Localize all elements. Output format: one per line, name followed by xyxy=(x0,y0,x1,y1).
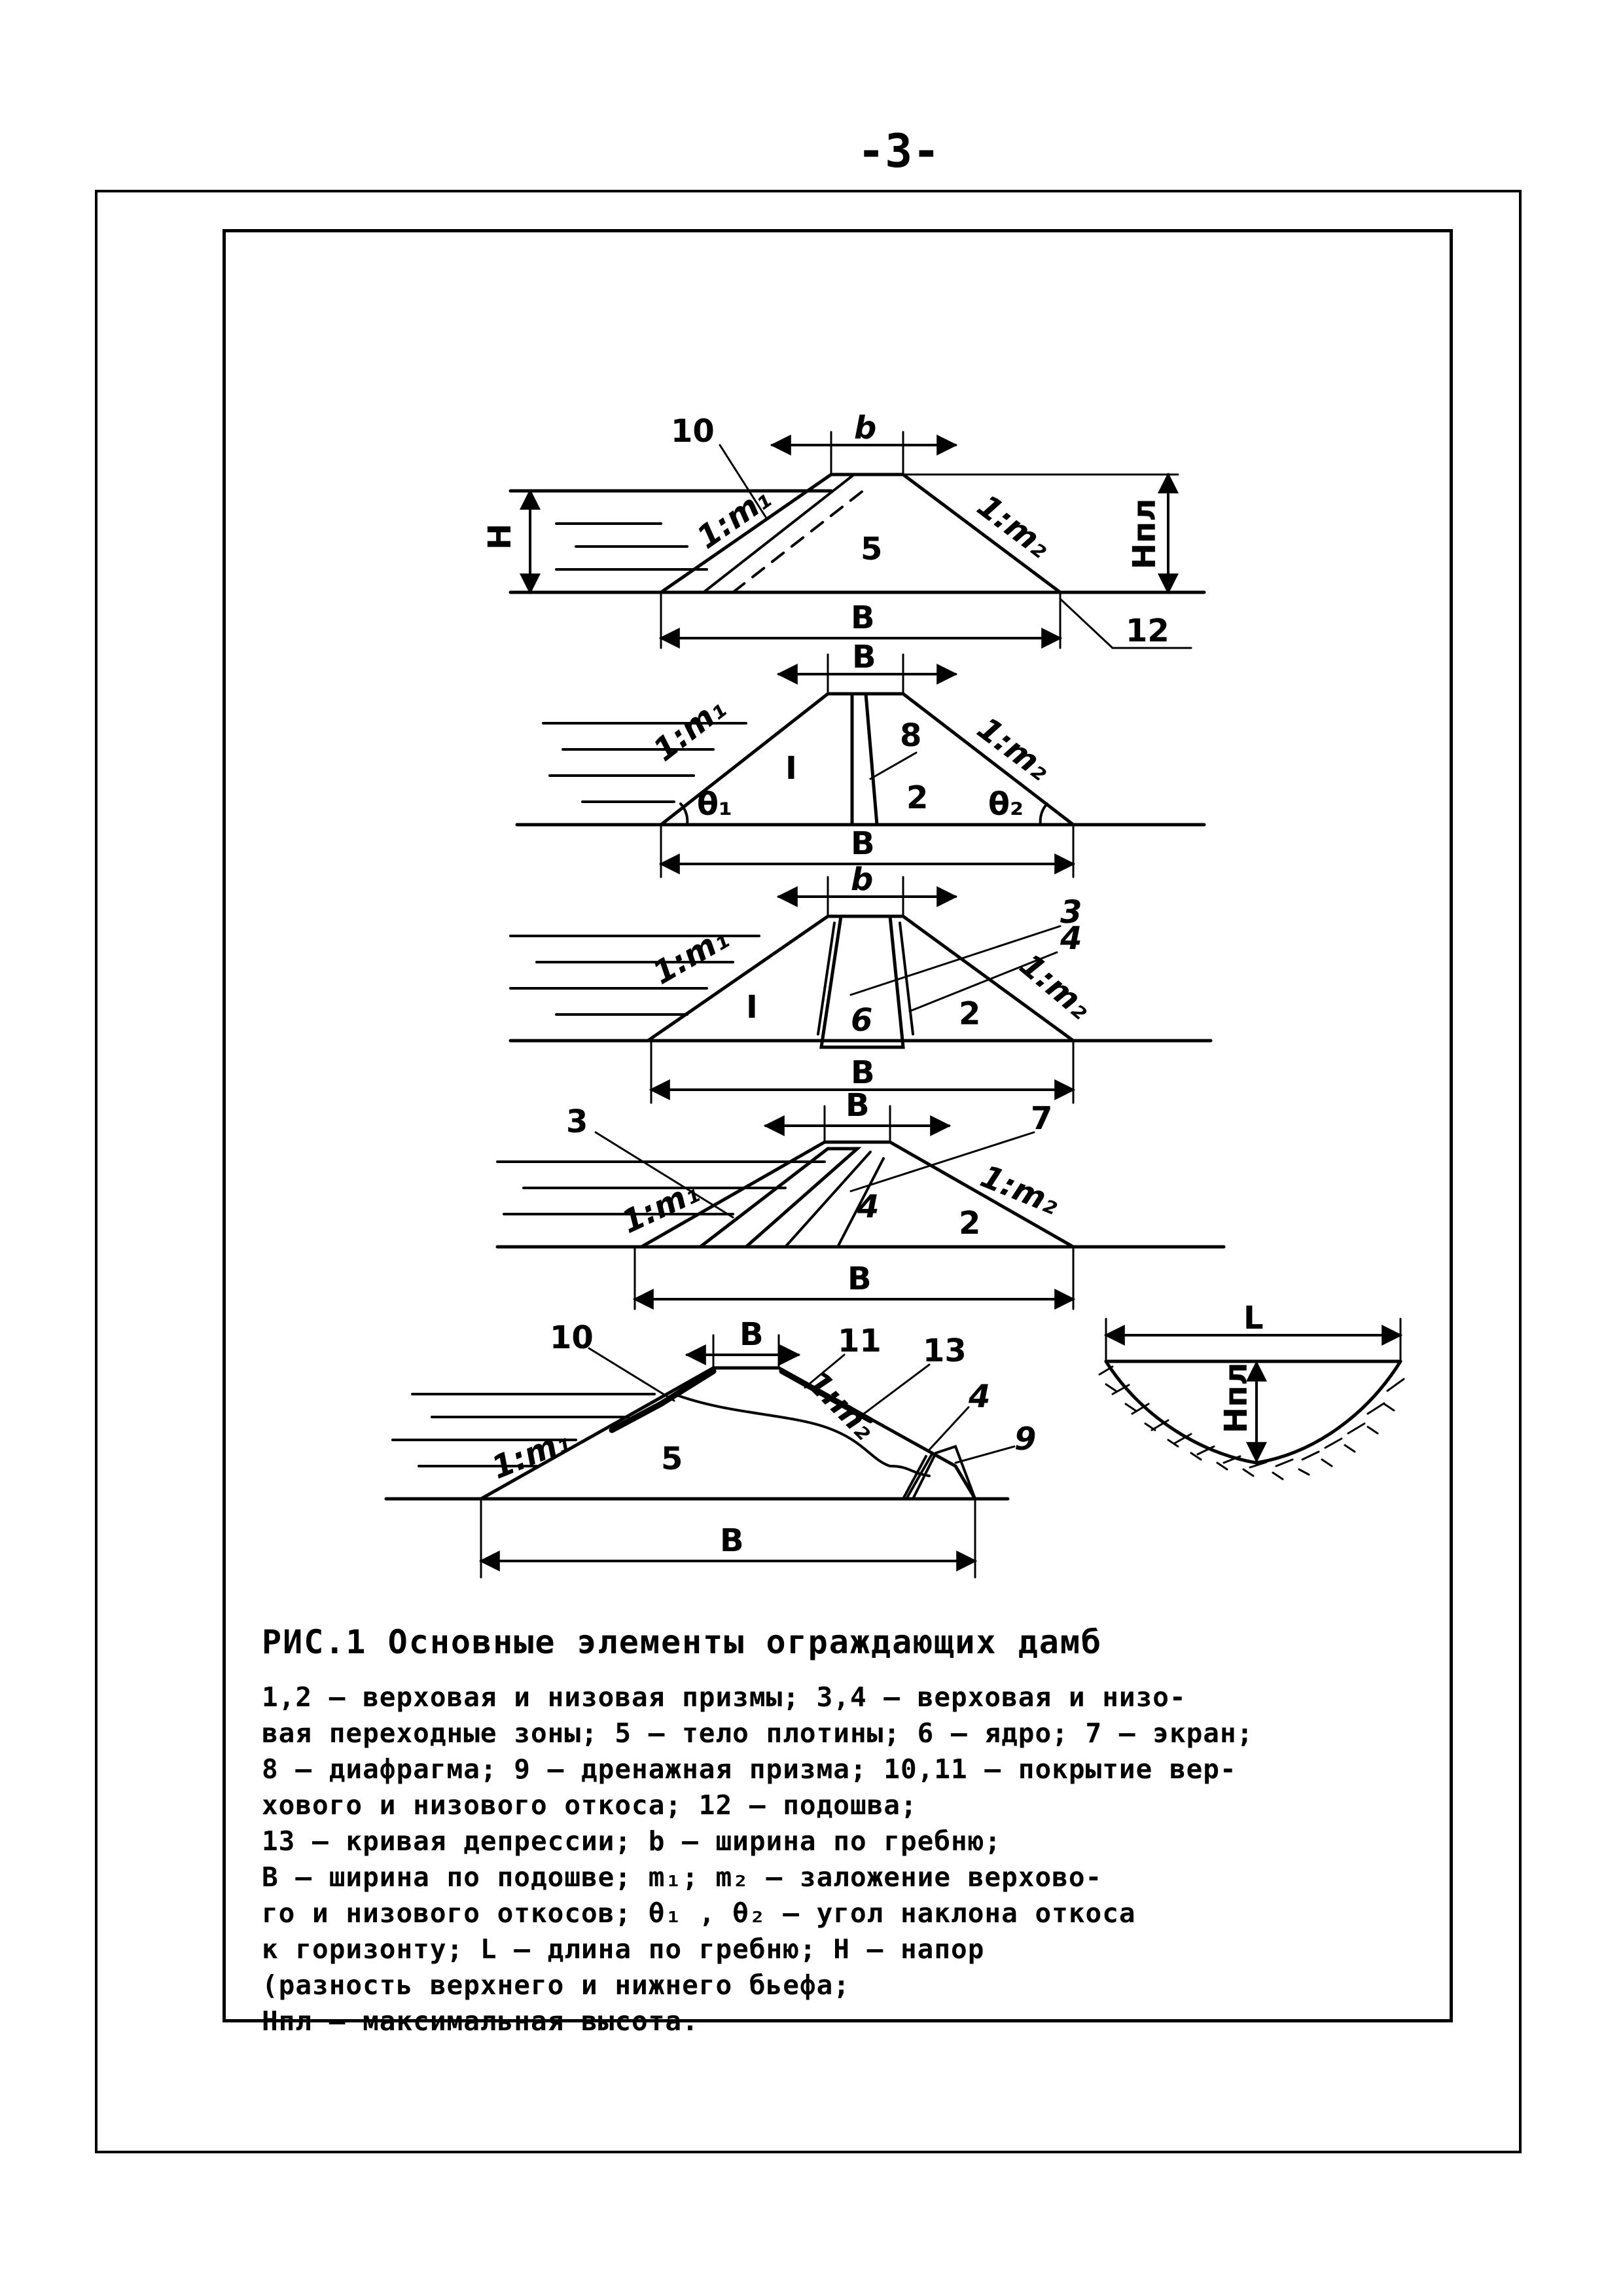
label-drain: 9 xyxy=(1014,1421,1037,1458)
label-slope-right: 1:m₂ xyxy=(970,709,1058,788)
label-zone-down: 4 xyxy=(1060,920,1082,957)
caption-legend xyxy=(262,1679,1440,2039)
label-core: 5 xyxy=(861,531,883,567)
label-slope-right: 1:m₂ xyxy=(970,487,1058,565)
dam-4 xyxy=(497,1087,1224,1309)
label-depression: 13 xyxy=(923,1333,967,1369)
label-zone-up: 3 xyxy=(1060,894,1082,931)
label-crest: b xyxy=(851,861,874,898)
label-prism-down: 2 xyxy=(959,996,981,1032)
legend-line: го и низового откосов; θ₁ , θ₂ – угол наклона откоса xyxy=(262,1897,1136,1929)
label-slope-right: 1:m₂ xyxy=(1012,946,1098,1027)
page-number: -3- xyxy=(857,124,940,178)
dam-1 xyxy=(482,410,1204,649)
dam-2 xyxy=(517,639,1204,877)
label-prism-down: 2 xyxy=(959,1205,981,1242)
label-screen: 7 xyxy=(1031,1100,1053,1137)
legend-line: (разность верхнего и нижнего бьефа; xyxy=(262,1969,850,2001)
label-head: H xyxy=(482,523,518,550)
label-slope-left: 1:m₁ xyxy=(647,920,736,992)
label-prism-up: I xyxy=(746,989,758,1026)
label-base: B xyxy=(851,600,875,636)
label-cover: 10 xyxy=(671,413,715,450)
label-crest: B xyxy=(852,639,876,675)
depression-curve xyxy=(674,1394,929,1476)
diaphragm xyxy=(852,694,877,825)
label-prism-up: I xyxy=(785,750,797,787)
legend-line: B – ширина по подошве; m₁; m₂ – заложение верхово- xyxy=(262,1861,1103,1893)
label-diaphragm: 8 xyxy=(900,717,922,754)
valley-section xyxy=(1099,1300,1404,1479)
legend-line: хового и низового откоса; 12 – подошва; xyxy=(262,1789,918,1821)
legend-line: 13 – кривая депрессии; b – ширина по гребню; xyxy=(262,1825,1002,1857)
label-slope-left: 1:m₁ xyxy=(646,690,733,769)
label-slope-left: 1:m₁ xyxy=(486,1422,576,1487)
label-sole: 12 xyxy=(1126,613,1169,649)
label-zone-up: 3 xyxy=(566,1103,588,1140)
label-zone-down: 4 xyxy=(857,1189,880,1225)
label-slope-left: 1:m₁ xyxy=(616,1173,705,1241)
label-length: L xyxy=(1243,1300,1264,1336)
label-core: 6 xyxy=(851,1002,873,1039)
label-zone-down: 4 xyxy=(969,1378,991,1415)
figure-caption xyxy=(262,1623,1440,2039)
label-base: B xyxy=(851,825,875,862)
legend-line: Hпл – максимальная высота. xyxy=(262,2005,699,2037)
legend-line: 8 – диафрагма; 9 – дренажная призма; 10,11 – покрытие вер- xyxy=(262,1753,1237,1785)
label-prism-down: 2 xyxy=(906,780,929,816)
dam-3 xyxy=(510,861,1211,1103)
dam-5 xyxy=(386,1316,1036,1577)
legend-line: к горизонту; L – длина по гребню; H – напор xyxy=(262,1933,985,1965)
label-base: B xyxy=(847,1261,872,1297)
label-angle-right: θ₂ xyxy=(988,786,1024,823)
label-cover-up: 10 xyxy=(550,1319,594,1356)
legend-line: вая переходные зоны; 5 – тело плотины; 6 – ядро; 7 – экран; xyxy=(262,1717,1254,1749)
label-crest: B xyxy=(740,1316,764,1353)
label-crest: B xyxy=(846,1087,870,1124)
caption-title: РИС.1 Основные элементы ограждающих дамб xyxy=(262,1623,1103,1661)
water-hatch xyxy=(556,524,707,569)
label-slope-right: 1:m₂ xyxy=(975,1158,1065,1223)
leader-12 xyxy=(1060,599,1113,648)
legend-line: 1,2 – верховая и низовая призмы; 3,4 – верховая и низо- xyxy=(262,1681,1186,1713)
label-base: B xyxy=(720,1522,744,1559)
label-height: Hпл xyxy=(1218,1362,1255,1433)
label-slope-left: 1:m₁ xyxy=(690,480,778,556)
label-crest: b xyxy=(854,410,877,446)
label-cover-down: 11 xyxy=(838,1323,882,1359)
label-height: Hпл xyxy=(1126,498,1163,569)
screen xyxy=(700,1149,857,1247)
label-angle-left: θ₁ xyxy=(697,786,732,823)
label-base: B xyxy=(851,1054,875,1091)
label-slope-right: 1:m₂ xyxy=(799,1363,883,1447)
label-body: 5 xyxy=(661,1441,683,1477)
